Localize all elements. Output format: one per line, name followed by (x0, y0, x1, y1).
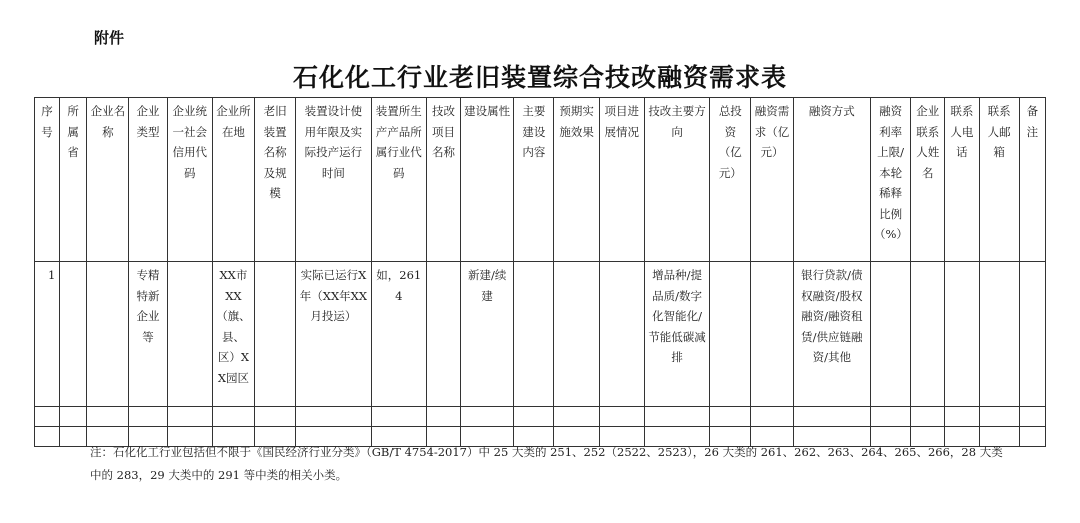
header-cell: 预期实施效果 (554, 98, 599, 262)
header-cell: 技改主要方向 (644, 98, 709, 262)
header-cell: 融资需求（亿元） (751, 98, 793, 262)
table-cell (461, 407, 514, 427)
table-cell (599, 262, 644, 407)
table-cell (129, 407, 167, 427)
table-cell (514, 407, 554, 427)
table-cell (60, 262, 87, 407)
table-row (35, 262, 1046, 407)
header-cell: 主要建设内容 (514, 98, 554, 262)
header-cell: 企业联系人姓名 (911, 98, 945, 262)
table-cell (871, 262, 911, 407)
table-cell: 实际已运行X年（XX年XX月投运） (296, 262, 371, 407)
table-cell (751, 407, 793, 427)
header-cell: 联系人电话 (945, 98, 979, 262)
header-cell: 项目进展情况 (599, 98, 644, 262)
attachment-label: 附件 (94, 29, 125, 47)
header-cell: 备注 (1019, 98, 1045, 262)
table-cell (1019, 407, 1045, 427)
header-cell: 融资利率上限/本轮稀释比例（%） (871, 98, 911, 262)
table-cell (426, 262, 460, 407)
table-cell (911, 262, 945, 407)
table-cell (167, 262, 212, 407)
table-cell (255, 407, 296, 427)
table-cell (979, 262, 1019, 407)
table-cell (167, 407, 212, 427)
table-header-row (35, 98, 1046, 262)
table-cell (255, 262, 296, 407)
header-cell: 融资方式 (793, 98, 870, 262)
table-cell (554, 262, 599, 407)
table-cell (426, 407, 460, 427)
table-cell (911, 407, 945, 427)
table-cell (212, 407, 254, 427)
table-cell (371, 407, 426, 427)
table-cell (87, 262, 129, 407)
table-cell (710, 262, 751, 407)
table-cell (793, 407, 870, 427)
table-cell (1019, 262, 1045, 407)
header-cell: 老旧装置名称及规模 (255, 98, 296, 262)
header-cell: 装置设计使用年限及实际投产运行时间 (296, 98, 371, 262)
table-cell (1019, 427, 1045, 447)
table-cell (710, 407, 751, 427)
table-cell: 新建/续建 (461, 262, 514, 407)
table-cell (945, 262, 979, 407)
header-cell: 建设属性 (461, 98, 514, 262)
table-cell: 增品种/提品质/数字化智能化/节能低碳减排 (644, 262, 709, 407)
table-cell (60, 427, 87, 447)
table-cell (599, 407, 644, 427)
table-cell (871, 407, 911, 427)
table-row-empty (35, 407, 1046, 427)
header-cell: 装置所生产产品所属行业代码 (371, 98, 426, 262)
table-cell (644, 407, 709, 427)
table-cell (35, 407, 60, 427)
table-cell (35, 427, 60, 447)
financing-demand-table (34, 97, 1046, 447)
header-cell: 所属省 (60, 98, 87, 262)
header-cell: 企业统一社会信用代码 (167, 98, 212, 262)
table-cell: 1 (35, 262, 60, 407)
table-cell (514, 262, 554, 407)
header-cell: 技改项目名称 (426, 98, 460, 262)
header-cell: 企业名称 (87, 98, 129, 262)
table-cell (296, 407, 371, 427)
document-title: 石化化工行业老旧装置综合技改融资需求表 (292, 63, 787, 92)
header-cell: 联系人邮箱 (979, 98, 1019, 262)
header-cell: 企业所在地 (212, 98, 254, 262)
header-cell: 序号 (35, 98, 60, 262)
table-cell: 如，2614 (371, 262, 426, 407)
table-cell (979, 407, 1019, 427)
table-cell: 专精特新企业等 (129, 262, 167, 407)
table-cell: 银行贷款/债权融资/股权融资/融资租赁/供应链融资/其他 (793, 262, 870, 407)
table-cell (87, 407, 129, 427)
header-cell: 总投资（亿元） (710, 98, 751, 262)
header-cell: 企业类型 (129, 98, 167, 262)
table-cell (945, 407, 979, 427)
table-cell (60, 407, 87, 427)
table-footnote: 注：石化化工行业包括但不限于《国民经济行业分类》（GB/T 4754-2017）中 25 大类的 251、252（2522、2523），26 大类的 261、262、263、264、265、266，28 大类中的 283，29 大类中的 291 等中类的相关小类。 (90, 445, 1003, 482)
table-cell (751, 262, 793, 407)
table-cell (554, 407, 599, 427)
table-cell: XX市XX（旗、县、区）XX园区 (212, 262, 254, 407)
